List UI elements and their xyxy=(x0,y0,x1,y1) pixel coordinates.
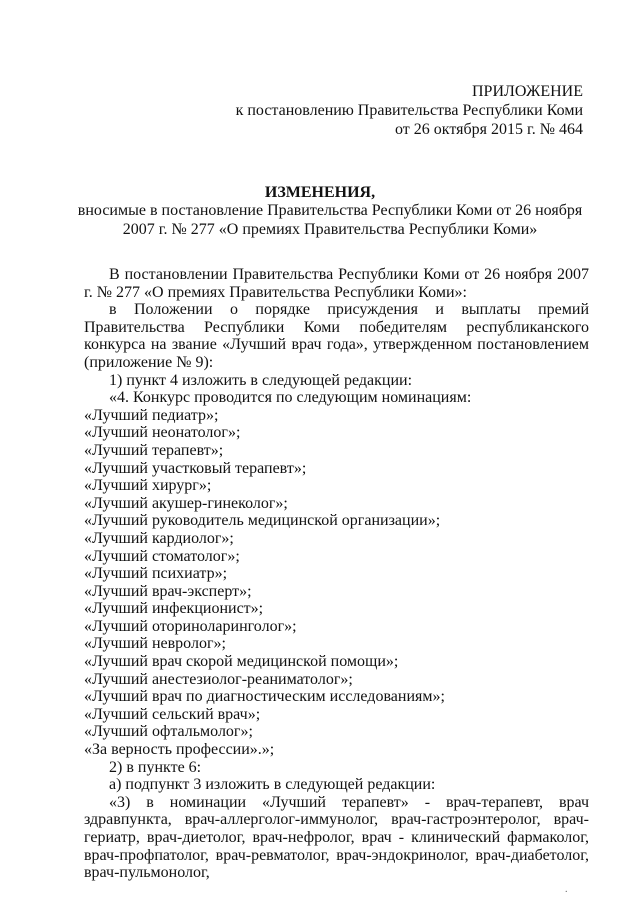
document-body xyxy=(84,266,589,882)
appendix-block xyxy=(236,82,583,139)
nomination-item: «Лучший хирург»; xyxy=(84,477,212,495)
nomination-item: «Лучший участковый терапевт»; xyxy=(84,459,307,477)
nominations-list xyxy=(84,407,589,759)
changes-title: ИЗМЕНЕНИЯ, xyxy=(264,184,376,201)
nomination-item: «Лучший сельский врач»; xyxy=(84,705,261,723)
nomination-item: «Лучший акушер-гинеколог»; xyxy=(84,494,288,512)
paragraph-subitem-a: а) подпункт 3 изложить в следующей редакции: xyxy=(109,776,436,794)
nomination-item: «Лучший психиатр»; xyxy=(84,565,228,583)
paragraph-item-1: 1) пункт 4 изложить в следующей редакции: xyxy=(109,371,413,389)
nomination-item: «Лучший невролог»; xyxy=(84,635,226,653)
nomination-item: «Лучший терапевт»; xyxy=(84,441,224,459)
paragraph-subitem-3: «3) в номинации «Лучший терапевт» - врач-терапевт, врач здравпункта, врач-аллерголог-иммунолог, врач-гастроэнтеролог, врач-гериатр, врач-диетолог, врач-нефролог, врач - клинический фармаколог, врач-профпатолог, врач-ревматолог, врач-эндокринолог, врач-диабетолог, врач-пульмонолог, xyxy=(84,793,589,882)
paragraph-regulation: в Положении о порядке присуждения и выплаты премий Правительства Республики Коми победителям республиканского конкурса на звание «Лучший врач года», утвержденном постановлением (приложение № 9): xyxy=(84,301,589,371)
nomination-item: «Лучший офтальмолог»; xyxy=(84,723,253,741)
nomination-item: «Лучший педиатр»; xyxy=(84,406,219,424)
nomination-item: «За верность профессии».»; xyxy=(84,741,275,759)
paragraph-item-4: «4. Конкурс проводится по следующим номинациям: xyxy=(109,389,472,407)
nomination-item: «Лучший стоматолог»; xyxy=(84,547,240,565)
paragraph-item-2: 2) в пункте 6: xyxy=(109,758,202,776)
appendix-date: от 26 октября 2015 г. № 464 xyxy=(394,121,583,138)
paragraph-intro: В постановлении Правительства Республики Коми от 26 ноября 2007 г. № 277 «О премиях Правительства Республики Коми»: xyxy=(84,266,589,301)
appendix-resolution: к постановлению Правительства Республики Коми xyxy=(235,102,583,119)
nomination-item: «Лучший врач по диагностическим исследованиям»; xyxy=(84,688,445,706)
nomination-item: «Лучший анестезиолог-реаниматолог»; xyxy=(84,670,353,688)
appendix-title: ПРИЛОЖЕНИЕ xyxy=(471,83,583,100)
nomination-item: «Лучший неонатолог»; xyxy=(84,424,241,442)
nomination-item: «Лучший врач скорой медицинской помощи»; xyxy=(84,653,399,671)
changes-subtitle: вносимые в постановление Правительства Республики Коми от 26 ноября 2007 г. № 277 «О премиях Правительства Республики Коми» xyxy=(77,202,583,238)
nomination-item: «Лучший кардиолог»; xyxy=(84,529,234,547)
page-mark: . xyxy=(565,884,568,895)
nomination-item: «Лучший руководитель медицинской организации»; xyxy=(84,512,441,530)
nomination-item: «Лучший врач-эксперт»; xyxy=(84,582,252,600)
nomination-item: «Лучший оториноларинголог»; xyxy=(84,617,297,635)
nomination-item: «Лучший инфекционист»; xyxy=(84,600,264,618)
